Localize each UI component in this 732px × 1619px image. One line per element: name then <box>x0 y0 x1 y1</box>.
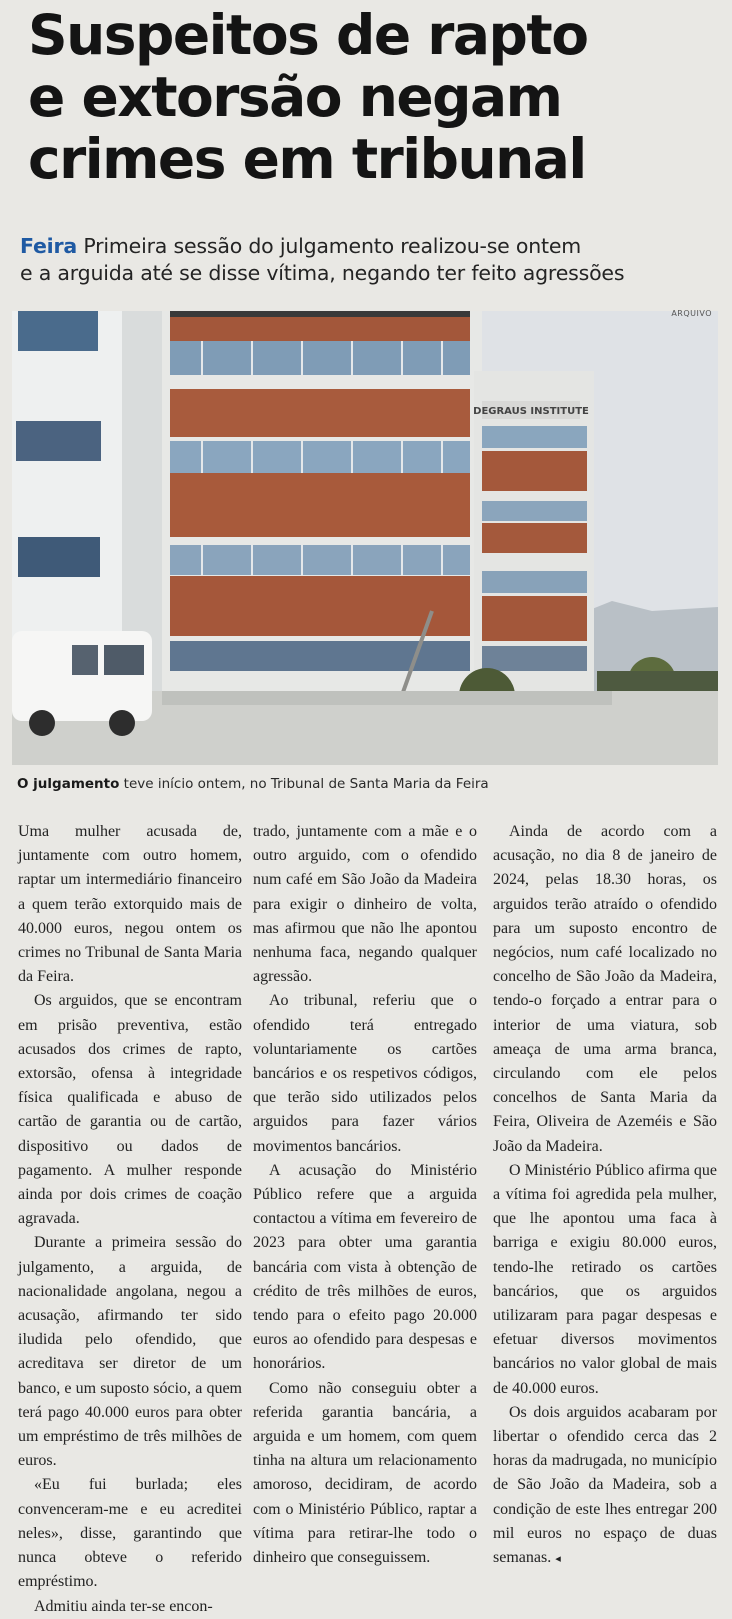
caption-bold: O julgamento <box>17 776 120 792</box>
article-column-1 <box>18 820 242 1619</box>
paragraph: trado, juntamente com a mãe e o outro arguido, com o ofendido num café em São João da Madeira para exigir o dinheiro de volta, mas afirmou que não lhe apontou nenhuma faca, negando qualquer agressão. <box>253 823 477 986</box>
headline-line: Suspeitos de rapto <box>28 3 588 67</box>
lead-line-2: e a arguida até se disse vítima, negando ter feito agressões <box>20 261 625 285</box>
paragraph: «Eu fui burlada; eles convenceram-me e eu acreditei neles», disse, garantindo que nunca obteve o referido empréstimo. <box>18 1476 242 1591</box>
headline-line: e extorsão negam <box>28 65 562 129</box>
end-mark-icon: ◂ <box>555 1552 561 1566</box>
lead-line-1: Primeira sessão do julgamento realizou-se ontem <box>83 234 582 258</box>
building-sign: DEGRAUS INSTITUTE <box>473 406 589 417</box>
headline <box>28 4 718 190</box>
paragraph: A acusação do Ministério Público refere que a arguida contactou a vítima em fevereiro de 2023 para obter uma garantia bancária com vista à obtenção de crédito de três milhões de euros, tendo para o efeito pago 20.000 euros ao ofendido para despesas e honorários. <box>253 1161 477 1373</box>
paragraph: O Ministério Público afirma que a vítima foi agredida pela mulher, que lhe apontou uma faca à barriga e exigiu 80.000 euros, tendo-lhe retirado os cartões bancários, que os arguidos utilizaram para pagar despesas e efetuar diversos movimentos bancários no valor global de mais de 40.000 euros. <box>493 1161 717 1397</box>
courthouse-building-image <box>12 311 718 765</box>
article-photo <box>12 311 718 765</box>
paragraph: Ao tribunal, referiu que o ofendido terá entregado voluntariamente os cartões bancários e os respetivos códigos, que terão sido utilizados pelos arguidos para fazer vários movimentos bancários. <box>253 992 477 1155</box>
paragraph: Como não conseguiu obter a referida garantia bancária, a arguida e um homem, com quem tinha na altura um relacionamento amoroso, decidiram, de acordo com o Ministério Público, raptar a vítima para retirar-lhe todo o dinheiro que conseguissem. <box>253 1379 477 1567</box>
photo-caption <box>17 776 717 792</box>
paragraph: Ainda de acordo com a acusação, no dia 8 de janeiro de 2024, pelas 18.30 horas, os arguidos terão atraído o ofendido para um suposto encontro de negócios, num café localizado no concelho de São João da Madeira, tendo-o forçado a entrar para o interior de uma viatura, sob ameaça de uma arma branca, circulando com ele pelos concelhos de Santa Maria da Feira, Oliveira de Azeméis e São João da Madeira. <box>493 823 717 1155</box>
paragraph: Uma mulher acusada de, juntamente com outro homem, raptar um intermediário financeiro a quem terão extorquido mais de 40.000 euros, negou ontem os crimes no Tribunal de Santa Maria da Feira. <box>18 823 242 986</box>
article-column-3 <box>493 820 717 1571</box>
paragraph-text: Os dois arguidos acabaram por libertar o ofendido cerca das 2 horas da madrugada, no município de São João da Madeira, sob a condição de este lhes entregar 200 mil euros no espaço de duas semanas. <box>493 1403 717 1567</box>
paragraph: Durante a primeira sessão do julgamento, a arguida, de nacionalidade angolana, negou a acusação, afirmando ter sido iludida pelo ofendido, que acreditava ser diretor de um banco, e um suposto sócio, a quem terá pago 40.000 euros para obter um empréstimo de três milhões de euros. <box>18 1234 242 1470</box>
paragraph <box>493 1401 717 1571</box>
paragraph: Admitiu ainda ter-se encon- <box>34 1597 213 1615</box>
headline-line: crimes em tribunal <box>28 127 586 191</box>
article-column-2 <box>253 820 477 1570</box>
lead-kicker: Feira <box>20 234 78 258</box>
paragraph: Os arguidos, que se encontram em prisão preventiva, estão acusados dos crimes de rapto, extorsão, ofensa à integridade física qualificada e abuso de cartão de garantia ou de cartão, dispositivo ou dados de pagamento. A mulher responde ainda por dois crimes de coação agravada. <box>18 992 242 1228</box>
caption-text: teve início ontem, no Tribunal de Santa Maria da Feira <box>119 776 489 792</box>
lead-paragraph <box>20 233 720 287</box>
photo-credit: ARQUIVO <box>671 309 712 318</box>
